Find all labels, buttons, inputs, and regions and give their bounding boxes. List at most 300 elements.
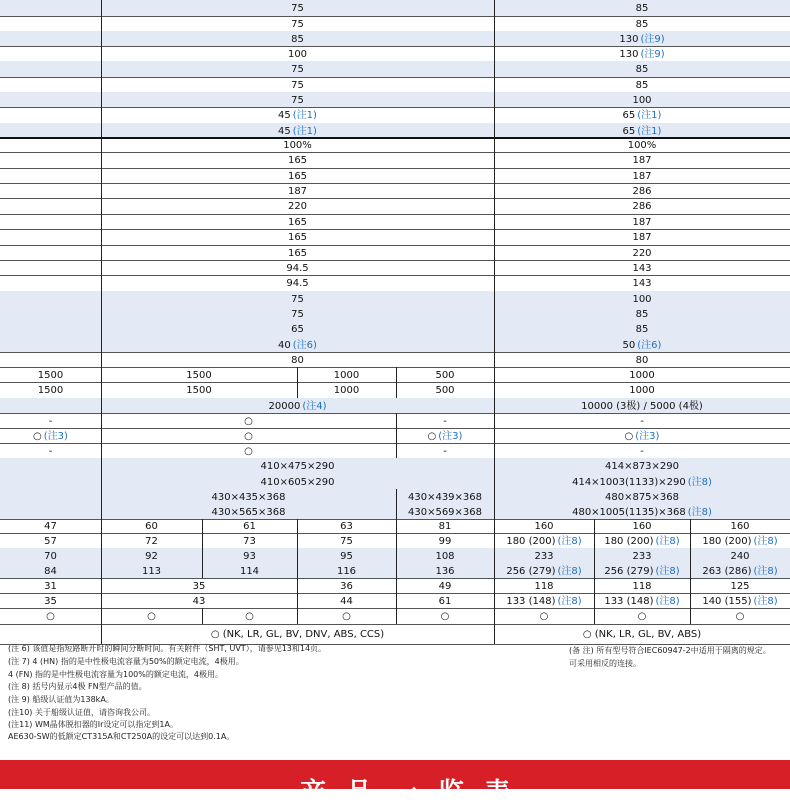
cell-value: 75 bbox=[291, 3, 304, 14]
table-row bbox=[0, 214, 790, 229]
note-ref: (注1) bbox=[637, 125, 662, 137]
table-cell bbox=[101, 624, 494, 644]
table-cell bbox=[396, 608, 494, 624]
table-row bbox=[0, 183, 790, 198]
table-row bbox=[0, 608, 790, 624]
footnote-left: (注 7) 4 (HN) 指的是中性极电流容量为50%的额定电流，4极用。 bbox=[8, 657, 244, 666]
footnote-left: 4 (FN) 指的是中性极电流容量为100%的额定电流，4极用。 bbox=[8, 670, 223, 679]
table-cell bbox=[202, 563, 297, 578]
table-cell bbox=[101, 321, 494, 337]
table-cell bbox=[494, 548, 594, 563]
table-cell bbox=[101, 563, 202, 578]
cell-value: ○ bbox=[245, 611, 254, 622]
cell-value: 165 bbox=[287, 170, 308, 182]
note-ref: (注8) bbox=[557, 565, 582, 577]
cell-value: 165 bbox=[287, 216, 308, 228]
table-cell bbox=[396, 489, 494, 504]
table-row bbox=[0, 306, 790, 321]
cell-value: - bbox=[640, 445, 644, 457]
cell-value: 60 bbox=[145, 521, 158, 532]
cell-value: 99 bbox=[438, 535, 452, 547]
cell-value: 108 bbox=[435, 550, 455, 562]
cell-value: 57 bbox=[44, 535, 57, 547]
cell-value: 240 bbox=[730, 550, 750, 562]
table-cell bbox=[494, 504, 790, 519]
cell-value: 160 bbox=[632, 521, 652, 532]
table-cell bbox=[101, 198, 494, 214]
cell-value: ○ bbox=[244, 430, 253, 442]
table-row bbox=[0, 152, 790, 168]
cell-value: 65 bbox=[291, 324, 304, 335]
table-cell bbox=[101, 46, 494, 61]
cell-value: 44 bbox=[340, 595, 353, 607]
table-cell bbox=[101, 474, 494, 489]
cell-value: 256 (279) bbox=[604, 565, 654, 577]
table-row bbox=[0, 245, 790, 260]
cell-value: ○ bbox=[440, 611, 450, 622]
cell-value: 95 bbox=[340, 550, 353, 562]
cell-value: 143 bbox=[632, 278, 652, 289]
table-cell bbox=[494, 533, 594, 548]
table-cell bbox=[297, 519, 396, 533]
table-cell bbox=[101, 31, 494, 46]
table-cell bbox=[494, 382, 790, 398]
cell-value: 1500 bbox=[186, 369, 212, 381]
note-ref: (注3) bbox=[438, 430, 463, 442]
cell-value: 45 bbox=[278, 110, 291, 121]
cell-value: 85 bbox=[635, 79, 649, 91]
cell-value: 118 bbox=[632, 580, 652, 592]
table-cell bbox=[494, 337, 790, 352]
cell-value: 73 bbox=[243, 535, 256, 547]
cell-value: 94.5 bbox=[286, 262, 309, 274]
cell-value: 286 bbox=[632, 201, 652, 212]
table-cell bbox=[494, 0, 790, 16]
cell-value: 430×565×368 bbox=[211, 506, 286, 518]
cell-value: 75 bbox=[291, 18, 304, 30]
cell-value: 36 bbox=[340, 580, 353, 592]
footnote-left: (注 6) 该值是指短路断开时的瞬间分断时间。有关附件（SHT, UVT），请参见13和14页。 bbox=[8, 644, 327, 653]
table-cell bbox=[0, 578, 101, 593]
table-cell bbox=[0, 608, 101, 624]
table-cell bbox=[494, 77, 790, 92]
cell-value: 410×475×290 bbox=[260, 461, 335, 472]
table-cell bbox=[494, 92, 790, 107]
table-cell bbox=[101, 608, 202, 624]
table-cell bbox=[396, 504, 494, 519]
cell-value: 43 bbox=[192, 595, 206, 607]
table-cell bbox=[297, 593, 396, 608]
table-cell bbox=[494, 229, 790, 245]
table-row bbox=[0, 519, 790, 533]
note-ref: (注1) bbox=[292, 125, 317, 137]
cell-value: 113 bbox=[141, 565, 162, 577]
table-cell bbox=[101, 138, 494, 152]
table-row bbox=[0, 413, 790, 428]
cell-value: 1000 bbox=[333, 385, 360, 396]
table-cell bbox=[494, 260, 790, 275]
table-cell bbox=[396, 533, 494, 548]
cell-value: ○ bbox=[624, 430, 634, 442]
table-cell bbox=[101, 260, 494, 275]
table-cell bbox=[690, 608, 790, 624]
cell-value: 72 bbox=[145, 535, 158, 547]
cell-value: 233 bbox=[632, 550, 652, 562]
table-cell bbox=[494, 46, 790, 61]
cell-value: 430×439×368 bbox=[407, 491, 483, 503]
cell-value: 286 bbox=[632, 185, 652, 197]
table-cell bbox=[101, 107, 494, 123]
table-cell bbox=[0, 382, 101, 398]
table-cell bbox=[101, 352, 494, 367]
cell-value: 430×569×368 bbox=[407, 506, 483, 518]
table-cell bbox=[594, 519, 690, 533]
table-cell bbox=[494, 168, 790, 183]
table-cell bbox=[396, 367, 494, 382]
note-ref: (注8) bbox=[557, 595, 582, 607]
table-cell bbox=[101, 443, 396, 458]
table-cell bbox=[0, 443, 101, 458]
table-row bbox=[0, 291, 790, 306]
table-cell bbox=[494, 489, 790, 504]
cell-value: 45 bbox=[278, 125, 291, 137]
cell-value: 65 bbox=[622, 110, 636, 121]
note-ref: (注6) bbox=[637, 339, 662, 351]
table-cell bbox=[202, 608, 297, 624]
table-cell bbox=[494, 61, 790, 77]
cell-value: 410×605×290 bbox=[260, 476, 335, 488]
cell-value: 31 bbox=[44, 580, 57, 592]
table-row bbox=[0, 260, 790, 275]
table-cell bbox=[494, 608, 594, 624]
cell-value: 81 bbox=[438, 521, 452, 532]
cell-value: 75 bbox=[291, 94, 304, 106]
table-cell bbox=[0, 593, 101, 608]
cell-value: 114 bbox=[239, 565, 260, 577]
table-cell bbox=[101, 61, 494, 77]
table-row bbox=[0, 123, 790, 138]
table-cell bbox=[494, 443, 790, 458]
table-cell bbox=[396, 563, 494, 578]
table-cell bbox=[494, 578, 594, 593]
cell-value: 92 bbox=[145, 550, 158, 562]
table-cell bbox=[494, 398, 790, 413]
table-cell bbox=[101, 0, 494, 16]
table-row bbox=[0, 624, 790, 644]
cell-value: 85 bbox=[635, 324, 649, 335]
table-cell bbox=[690, 548, 790, 563]
cell-value: 1000 bbox=[629, 385, 655, 396]
cell-value: 100% bbox=[283, 140, 312, 151]
cell-value: 220 bbox=[632, 247, 652, 259]
cell-value: 233 bbox=[534, 550, 554, 562]
table-cell bbox=[494, 413, 790, 428]
footnote-left: AE630-SW的低额定CT315A和CT250A的设定可以达到0.1A。 bbox=[8, 732, 235, 741]
cell-value: 160 bbox=[534, 521, 554, 532]
footnote-left: (注11) WM晶体脱扣器的Ir设定可以指定到1A。 bbox=[8, 720, 178, 729]
table-cell bbox=[494, 275, 790, 291]
table-cell bbox=[101, 504, 396, 519]
cell-value: 187 bbox=[632, 170, 652, 182]
table-cell bbox=[396, 519, 494, 533]
note-ref: (注1) bbox=[292, 110, 317, 121]
table-row bbox=[0, 489, 790, 504]
table-row bbox=[0, 458, 790, 474]
table-row bbox=[0, 398, 790, 413]
note-ref: (注8) bbox=[655, 565, 680, 577]
cell-value: 1500 bbox=[37, 369, 64, 381]
table-cell bbox=[101, 214, 494, 229]
table-cell bbox=[101, 398, 494, 413]
cell-value: 40 bbox=[278, 339, 291, 351]
table-cell bbox=[297, 382, 396, 398]
table-row bbox=[0, 337, 790, 352]
table-cell bbox=[297, 578, 396, 593]
table-row bbox=[0, 367, 790, 382]
table-cell bbox=[594, 533, 690, 548]
table-cell bbox=[494, 138, 790, 152]
table-row bbox=[0, 443, 790, 458]
cell-value: 414×1003(1133)×290 bbox=[572, 476, 686, 488]
cell-value: 500 bbox=[435, 385, 455, 396]
cell-value: 85 bbox=[635, 308, 649, 320]
table-cell bbox=[0, 519, 101, 533]
table-cell bbox=[690, 519, 790, 533]
table-row bbox=[0, 31, 790, 46]
table-row bbox=[0, 578, 790, 593]
cell-value: 500 bbox=[435, 369, 455, 381]
cell-value: 93 bbox=[243, 550, 256, 562]
cell-value: 75 bbox=[291, 293, 304, 305]
cell-value: ○ bbox=[637, 611, 647, 622]
table-row bbox=[0, 321, 790, 337]
cell-value: ○ bbox=[735, 611, 745, 622]
table-cell bbox=[494, 198, 790, 214]
cell-value: 75 bbox=[291, 64, 304, 75]
table-cell bbox=[101, 593, 297, 608]
table-row bbox=[0, 563, 790, 578]
cell-value: 165 bbox=[287, 247, 308, 259]
cell-value: 85 bbox=[635, 3, 649, 14]
cell-value: 165 bbox=[287, 232, 308, 243]
cell-value: 49 bbox=[438, 580, 452, 592]
cell-value: 10000 (3极) / 5000 (4极) bbox=[581, 400, 703, 412]
table-cell bbox=[101, 183, 494, 198]
note-ref: (注8) bbox=[655, 535, 680, 547]
table-cell bbox=[0, 533, 101, 548]
table-cell bbox=[202, 548, 297, 563]
cell-value: ○ bbox=[244, 445, 253, 457]
note-ref: (注8) bbox=[753, 535, 778, 547]
cell-value: 187 bbox=[287, 185, 308, 197]
table-row bbox=[0, 77, 790, 92]
note-ref: (注8) bbox=[687, 476, 712, 488]
cell-value: 100 bbox=[632, 293, 652, 305]
cell-value: 85 bbox=[635, 18, 649, 30]
table-cell bbox=[494, 245, 790, 260]
note-ref: (注8) bbox=[687, 506, 712, 518]
cell-value: 100 bbox=[632, 94, 652, 106]
table-cell bbox=[494, 31, 790, 46]
table-cell bbox=[101, 337, 494, 352]
cell-value: ○ bbox=[539, 611, 549, 622]
cell-value: ○ bbox=[33, 430, 42, 442]
table-cell bbox=[101, 168, 494, 183]
footnote-right: (备 注) 所有型号符合IEC60947-2中适用于隔离的规定。 bbox=[569, 646, 771, 655]
cell-value: 187 bbox=[632, 155, 652, 166]
cell-value: 125 bbox=[730, 580, 750, 592]
table-cell bbox=[494, 352, 790, 367]
table-row bbox=[0, 107, 790, 123]
table-cell bbox=[594, 578, 690, 593]
table-row bbox=[0, 275, 790, 291]
table-cell bbox=[297, 367, 396, 382]
table-cell bbox=[396, 382, 494, 398]
table-row bbox=[0, 428, 790, 443]
cell-value: ○ (NK, LR, GL, BV, DNV, ABS, CCS) bbox=[210, 629, 385, 640]
note-ref: (注8) bbox=[655, 595, 680, 607]
table-cell bbox=[101, 92, 494, 107]
cell-value: 100% bbox=[627, 140, 657, 151]
table-cell bbox=[101, 152, 494, 168]
table-cell bbox=[101, 306, 494, 321]
table-row bbox=[0, 168, 790, 183]
table-cell bbox=[0, 563, 101, 578]
cell-value: 47 bbox=[44, 521, 57, 532]
table-cell bbox=[494, 306, 790, 321]
cell-value: 116 bbox=[336, 565, 357, 577]
cell-value: 80 bbox=[635, 354, 649, 366]
table-cell bbox=[396, 413, 494, 428]
footnotes bbox=[0, 642, 790, 752]
table-cell bbox=[494, 428, 790, 443]
table-cell bbox=[494, 593, 594, 608]
table-row bbox=[0, 593, 790, 608]
table-cell bbox=[101, 229, 494, 245]
table-cell bbox=[494, 367, 790, 382]
table-row bbox=[0, 138, 790, 152]
table-cell bbox=[101, 291, 494, 306]
note-ref: (注3) bbox=[43, 430, 68, 442]
cell-value: 133 (148) bbox=[604, 595, 654, 607]
cell-value: 1500 bbox=[37, 385, 64, 396]
table-cell bbox=[494, 123, 790, 138]
cell-value: 85 bbox=[635, 64, 649, 75]
cell-value: 61 bbox=[438, 595, 452, 607]
footnote-right: 可采用相反的连接。 bbox=[569, 659, 641, 668]
cell-value: 220 bbox=[287, 201, 308, 212]
footnote-left: (注 8) 括号内显示4极 FN型产品的值。 bbox=[8, 682, 147, 691]
cell-value: ○ bbox=[46, 611, 55, 622]
cell-value: 80 bbox=[291, 354, 304, 366]
cell-value: 130 bbox=[619, 48, 639, 60]
footnote-left: (注10) 关于船级认证值，请咨询我公司。 bbox=[8, 708, 155, 717]
cell-value: 85 bbox=[291, 33, 304, 45]
table-row bbox=[0, 548, 790, 563]
cell-value: ○ bbox=[244, 415, 253, 427]
cell-value: 94.5 bbox=[286, 278, 309, 289]
cell-value: 1000 bbox=[629, 369, 655, 381]
table-row bbox=[0, 92, 790, 107]
cell-value: - bbox=[443, 445, 447, 457]
cell-value: 133 (148) bbox=[506, 595, 556, 607]
table-cell bbox=[494, 563, 594, 578]
cell-value: ○ bbox=[147, 611, 156, 622]
cell-value: 75 bbox=[340, 535, 353, 547]
table-cell bbox=[690, 593, 790, 608]
table-cell bbox=[494, 321, 790, 337]
cell-value: 63 bbox=[340, 521, 353, 532]
note-ref: (注8) bbox=[753, 595, 778, 607]
table-cell bbox=[101, 367, 297, 382]
table-cell bbox=[101, 519, 202, 533]
cell-value: - bbox=[443, 415, 447, 427]
cell-value: 430×435×368 bbox=[211, 491, 286, 503]
table-cell bbox=[396, 443, 494, 458]
cell-value: 136 bbox=[435, 565, 455, 577]
table-row bbox=[0, 61, 790, 77]
table-cell bbox=[494, 458, 790, 474]
cell-value: 65 bbox=[622, 125, 636, 137]
cell-value: 70 bbox=[44, 550, 57, 562]
table-cell bbox=[101, 16, 494, 31]
cell-value: 1000 bbox=[333, 369, 360, 381]
table-cell bbox=[0, 428, 101, 443]
cell-value: 84 bbox=[44, 565, 57, 577]
table-cell bbox=[101, 77, 494, 92]
cell-value: 20000 bbox=[268, 400, 301, 412]
footnote-left: (注 9) 船级认证值为138kA。 bbox=[8, 695, 114, 704]
note-ref: (注9) bbox=[640, 48, 665, 60]
table-cell bbox=[101, 533, 202, 548]
table-cell bbox=[297, 563, 396, 578]
table-cell bbox=[396, 578, 494, 593]
table-cell bbox=[396, 428, 494, 443]
table-cell bbox=[690, 563, 790, 578]
table-cell bbox=[494, 183, 790, 198]
table-cell bbox=[101, 123, 494, 138]
table-cell bbox=[202, 519, 297, 533]
table-cell bbox=[594, 608, 690, 624]
table-row bbox=[0, 198, 790, 214]
cell-value: 180 (200) bbox=[702, 535, 752, 547]
note-ref: (注3) bbox=[635, 430, 660, 442]
cell-value: 160 bbox=[730, 521, 750, 532]
note-ref: (注1) bbox=[637, 110, 662, 121]
cell-value: 180 (200) bbox=[604, 535, 654, 547]
cell-value: 75 bbox=[291, 79, 304, 91]
table-cell bbox=[396, 593, 494, 608]
cell-value: 480×1005(1135)×368 bbox=[572, 506, 686, 518]
table-row bbox=[0, 352, 790, 367]
table-cell bbox=[0, 367, 101, 382]
cell-value: 187 bbox=[632, 216, 652, 228]
cell-value: 256 (279) bbox=[506, 565, 556, 577]
table-cell bbox=[494, 624, 790, 644]
table-cell bbox=[494, 474, 790, 489]
cell-value: - bbox=[640, 415, 644, 427]
note-ref: (注8) bbox=[753, 565, 778, 577]
cell-value: 180 (200) bbox=[506, 535, 556, 547]
table-cell bbox=[297, 608, 396, 624]
cell-value: 1500 bbox=[186, 385, 212, 396]
table-cell bbox=[494, 16, 790, 31]
cell-value: 100 bbox=[287, 48, 308, 60]
cell-value: 35 bbox=[192, 580, 206, 592]
table-cell bbox=[396, 548, 494, 563]
table-cell bbox=[101, 382, 297, 398]
table-row bbox=[0, 504, 790, 519]
